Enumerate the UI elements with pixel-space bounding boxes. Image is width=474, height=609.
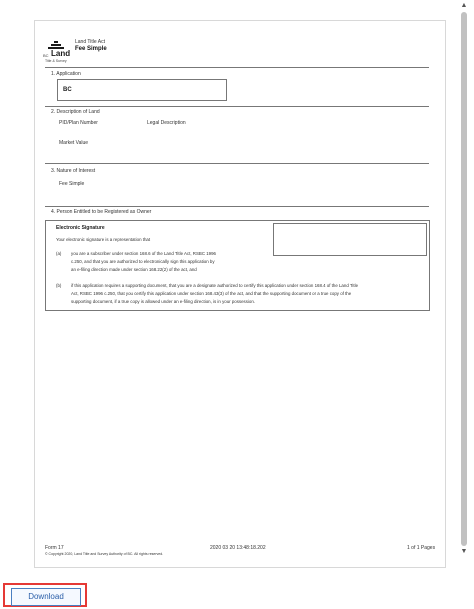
scroll-down-arrow-icon[interactable]: ▼ xyxy=(460,548,468,555)
divider xyxy=(45,206,429,207)
esig-b-line: supporting document, if a true copy is allowed under an e-filing direction, is in your possession. xyxy=(71,299,256,304)
divider xyxy=(45,67,429,68)
logo-bc: BC xyxy=(43,53,49,58)
section-owner-label: 4. Person Entitled to be Registered as Owner xyxy=(51,209,152,215)
esig-intro: Your electronic signature is a representation that xyxy=(56,237,151,242)
application-value: BC xyxy=(63,87,72,93)
scrollbar-thumb[interactable] xyxy=(461,12,467,546)
pid-label: PID/Plan Number xyxy=(59,120,98,126)
logo-subtitle: Title & Survey xyxy=(45,59,67,63)
esig-a-line: c.250, and that you are authorized to electronically sign this application by xyxy=(71,259,215,264)
esig-a-line: an e-filing direction made under section 168.22(2) of the act, and xyxy=(71,267,197,272)
divider xyxy=(45,163,429,164)
electronic-signature-section xyxy=(45,220,430,311)
section-application-label: 1. Application xyxy=(51,71,81,77)
form-title: Fee Simple xyxy=(75,46,107,52)
application-box xyxy=(57,79,227,101)
copyright: © Copyright 2020, Land Title and Survey Authority of BC. All rights reserved. xyxy=(45,552,164,556)
download-button[interactable]: Download xyxy=(11,588,81,606)
market-value-label: Market Value xyxy=(59,140,89,146)
section-interest-label: 3. Nature of Interest xyxy=(51,168,96,174)
interest-value: Fee Simple xyxy=(59,181,85,187)
form-number: Form 17 xyxy=(45,545,64,551)
divider xyxy=(45,106,429,107)
scroll-up-arrow-icon[interactable]: ▲ xyxy=(460,2,468,9)
esig-a-line: you are a subscriber under section 168.6 of the Land Title Act, RSBC 1996 xyxy=(71,251,216,256)
esig-b-line: Act, RSBC 1996 c.250, that you certify this application under section 168.43(3) of the act, and that the supporting document or a true copy of the xyxy=(71,291,352,296)
signature-box xyxy=(273,223,427,256)
section-description-label: 2. Description of Land xyxy=(51,109,100,115)
page-count: 1 of 1 Pages xyxy=(407,545,436,551)
document-page xyxy=(34,20,446,568)
esig-title: Electronic Signature xyxy=(56,225,105,231)
timestamp: 2020 03 20 13:48:18.202 xyxy=(210,545,266,551)
logo-word: Land xyxy=(51,49,71,58)
esig-a-marker: (a) xyxy=(56,251,62,256)
download-highlight xyxy=(3,583,87,607)
esig-b-line: if this application requires a supporting document, that you are a designate authorized to certify this application under section 168.4 of the Land Title xyxy=(71,283,359,288)
act-title: Land Title Act xyxy=(75,39,106,45)
legal-description-label: Legal Description xyxy=(147,120,186,126)
esig-b-marker: (b) xyxy=(56,283,62,288)
